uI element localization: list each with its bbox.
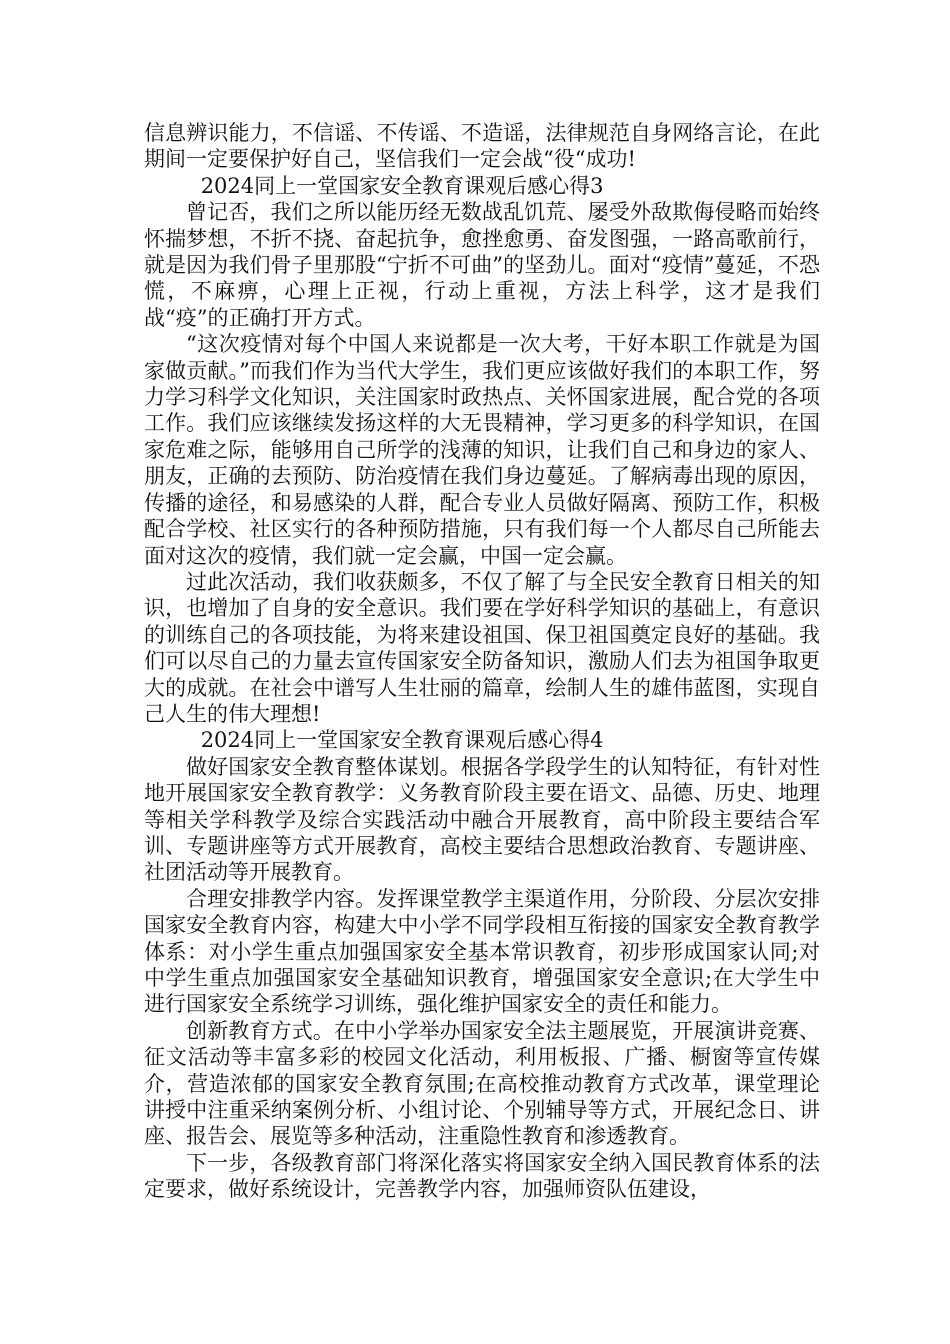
- section-heading-4: 2024同上一堂国家安全教育课观后感心得4: [200, 728, 604, 753]
- section-heading-3: 2024同上一堂国家安全教育课观后感心得3: [200, 173, 604, 198]
- paragraph: 做好国家安全教育整体谋划。根据各学段学生的认知特征，有针对性地开展国家安全教育教学：义务教育阶段主要在语文、品德、历史、地理等相关学科教学及综合实践活动中融合开展教育，高中阶段主要结合军训、专题讲座等方式开展教育，高校主要结合思想政治教育、专题讲座、社团活动等开展教育。: [144, 754, 820, 885]
- paragraph: 过此次活动，我们收获颇多，不仅了解了与全民安全教育日相关的知识，也增加了自身的安全意识。我们要在学好科学知识的基础上，有意识的训练自己的各项技能，为将来建设祖国、保卫祖国奠定良好的基础。我们可以尽自己的力量去宣传国家安全防备知识，激励人们去为祖国争取更大的成就。在社会中谱写人生壮丽的篇章，绘制人生的雄伟蓝图，实现自己人生的伟大理想!: [144, 569, 820, 726]
- paragraph-continued: 信息辨识能力，不信谣、不传谣、不造谣，法律规范自身网络言论，在此期间一定要保护好自己，坚信我们一定会战“役“成功!: [144, 121, 820, 172]
- paragraph: “这次疫情对每个中国人来说都是一次大考，干好本职工作就是为国家做贡献。”而我们作为当代大学生，我们更应该做好我们的本职工作，努力学习科学文化知识，关注国家时政热点、关怀国家进展，配合党的各项工作。我们应该继续发扬这样的大无畏精神，学习更多的科学知识，在国家危难之际，能够用自己所学的浅薄的知识，让我们自己和身边的家人、朋友，正确的去预防、防治疫情在我们身边蔓延。了解病毒出现的原因，传播的途径，和易感染的人群，配合专业人员做好隔离、预防工作，积极配合学校、社区实行的各种预防措施，只有我们每一个人都尽自己所能去面对这次的疫情，我们就一定会赢，中国一定会赢。: [144, 332, 820, 568]
- document-body: [144, 120, 820, 1203]
- paragraph: 下一步，各级教育部门将深化落实将国家安全纳入国民教育体系的法定要求，做好系统设计，完善教学内容，加强师资队伍建设，: [144, 1150, 820, 1202]
- paragraph: 曾记否，我们之所以能历经无数战乱饥荒、屡受外敌欺侮侵略而始终怀揣梦想，不折不挠、奋起抗争，愈挫愈勇、奋发图强，一路高歌前行，就是因为我们骨子里那股“宁折不可曲”的坚劲儿。面对“疫情”蔓延，不恐慌，不麻痹，心理上正视，行动上重视，方法上科学，这才是我们战“疫”的正确打开方式。: [144, 200, 820, 330]
- paragraph: 合理安排教学内容。发挥课堂教学主渠道作用，分阶段、分层次安排国家安全教育内容，构建大中小学不同学段相互衔接的国家安全教育教学体系：对小学生重点加强国家安全基本常识教育，初步形成国家认同;对中学生重点加强国家安全基础知识教育，增强国家安全意识;在大学生中进行国家安全系统学习训练，强化维护国家安全的责任和能力。: [144, 886, 820, 1017]
- paragraph: 创新教育方式。在中小学举办国家安全法主题展览，开展演讲竞赛、征文活动等丰富多彩的校园文化活动，利用板报、广播、橱窗等宣传媒介，营造浓郁的国家安全教育氛围;在高校推动教育方式改革，课堂理论讲授中注重采纳案例分析、小组讨论、个别辅导等方式，开展纪念日、讲座、报告会、展览等多种活动，注重隐性教育和渗透教育。: [144, 1018, 820, 1149]
